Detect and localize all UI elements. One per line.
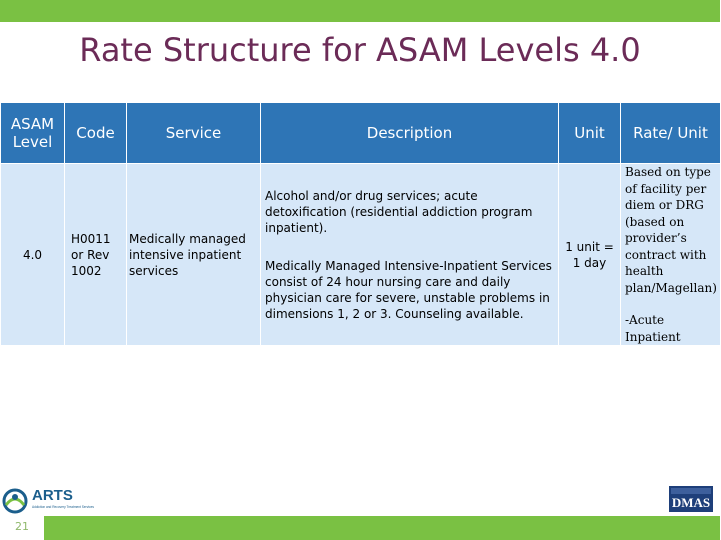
- header-asam-level: ASAM Level: [1, 103, 65, 164]
- header-description: Description: [261, 103, 559, 164]
- description-paragraph-2: Medically Managed Intensive-Inpatient Services consist of 24 hour nursing care and daily physician care for severe, unstable problems in dimensions 1, 2 or 3. Counseling available.: [265, 258, 552, 321]
- cell-description: [261, 164, 559, 346]
- rate-paragraph-2: -Acute Inpatient: [625, 313, 681, 344]
- header-service: Service: [127, 103, 261, 164]
- cell-rate: [621, 164, 721, 346]
- dmas-logo: [668, 484, 714, 514]
- cell-code: H0011 or Rev 1002: [65, 164, 127, 346]
- cell-level: 4.0: [1, 164, 65, 346]
- cell-service: Medically managed intensive inpatient services: [127, 164, 261, 346]
- dmas-logo-text: DMAS: [671, 495, 711, 510]
- header-code: Code: [65, 103, 127, 164]
- slide-number: 21: [15, 520, 29, 533]
- table-row: [1, 164, 721, 346]
- header-rate-unit: Rate/ Unit: [621, 103, 721, 164]
- cell-unit: 1 unit = 1 day: [559, 164, 621, 346]
- arts-logo-subtext: Addiction and Recovery Treatment Services: [32, 505, 95, 509]
- table-header-row: [1, 103, 721, 164]
- slide-title: Rate Structure for ASAM Levels 4.0: [79, 31, 641, 69]
- bottom-accent-bar: [0, 516, 720, 540]
- header-unit: Unit: [559, 103, 621, 164]
- top-accent-bar: [0, 0, 720, 22]
- arts-logo-text: ARTS: [32, 487, 73, 504]
- description-paragraph-1: Alcohol and/or drug services; acute detoxification (residential addiction program inpatient).: [265, 188, 533, 235]
- rate-paragraph-1: Based on type of facility per diem or DRG (based on provider’s contract with health plan/Magellan): [625, 165, 717, 295]
- rate-table: [0, 102, 721, 346]
- arts-logo: [2, 485, 95, 515]
